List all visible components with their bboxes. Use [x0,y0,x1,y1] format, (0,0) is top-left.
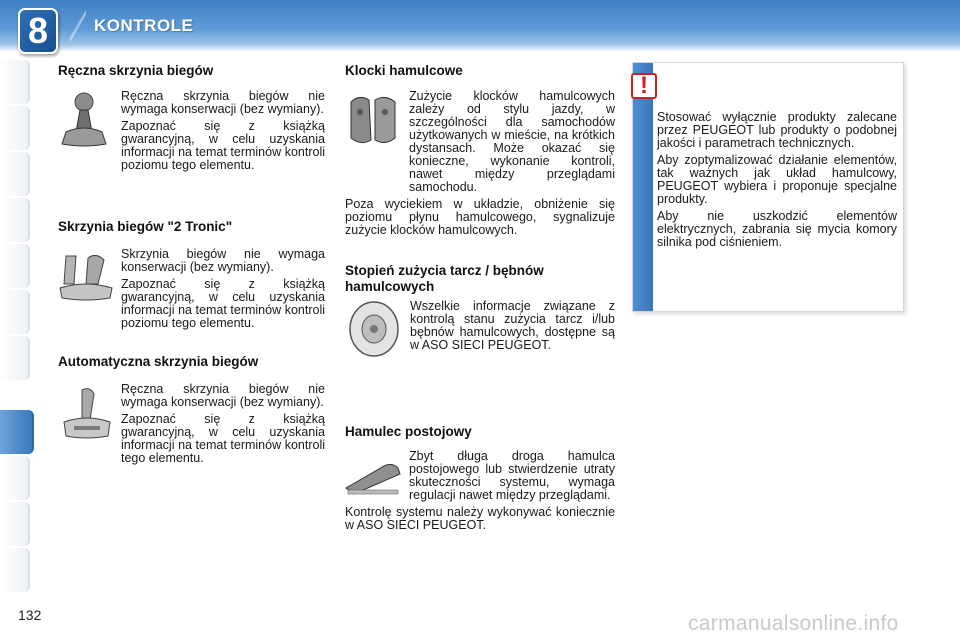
tronic-gearbox-heading: Skrzynia biegów "2 Tronic" [58,219,233,234]
tronic-gearbox-paragraph-1: Skrzynia biegów nie wymaga konserwacji (bez wymiany). [121,247,325,274]
warning-icon: ! [631,73,657,99]
disc-wear-heading: Stopień zużycia tarcz / bębnów hamulcowych [345,263,544,294]
chapter-tab-5[interactable] [0,244,30,288]
parking-brake-heading: Hamulec postojowy [345,424,472,439]
tronic-gearbox-paragraph-2: Zapoznać się z książką gwarancyjną, w celu uzyskania informacji na temat terminów kontroli poziomu tego elementu. [121,277,325,330]
chapter-tab-8-active[interactable] [0,410,34,454]
chapter-badge: 8 [18,8,58,54]
chapter-tab-4[interactable] [0,198,30,242]
chapter-tab-10[interactable] [0,502,30,546]
disc-wear-paragraph-1: Wszelkie informacje związane z kontrolą stanu zużycia tarcz i/lub bębnów hamulcowych, dostępne są w ASO SIECI PEUGEOT. [410,299,615,352]
brake-disc-icon [346,300,402,358]
chapter-tabs [0,60,34,580]
warning-paragraph-1: Stosować wyłącznie produkty zalecane przez PEUGEOT lub produkty o podobnej jakości i parametrach technicznych. [657,110,897,150]
parking-brake-paragraph-2: Kontrolę systemu należy wykonywać koniecznie w ASO SIECI PEUGEOT. [345,505,615,532]
manual-gearbox-paragraph-2: Zapoznać się z książką gwarancyjną, w celu uzyskania informacji na temat terminów kontroli poziomu tego elementu. [121,119,325,172]
manual-gearbox-paragraph-1: Ręczna skrzynia biegów nie wymaga konserwacji (bez wymiany). [121,89,325,116]
automatic-lever-icon [60,386,114,440]
tronic-lever-icon [58,250,114,302]
watermark: carmanualsonline.info [688,612,899,635]
chapter-tab-11[interactable] [0,548,30,592]
brake-pads-heading: Klocki hamulcowe [345,63,463,78]
warning-paragraph-3: Aby nie uszkodzić elementów elektrycznych, zabrania się mycia komory silnika pod ciśnieniem. [657,209,897,249]
brake-pads-paragraph-1: Zużycie klocków hamulcowych zależy od stylu jazdy, w szczególności dla samochodów użytkowanych w mieście, na krótkich dystansach. Może okazać się konieczne, wykonanie kontroli, nawet między przeglądami samochodu. [409,89,615,194]
parking-brake-text [345,450,615,536]
automatic-gearbox-paragraph-2: Zapoznać się z książką gwarancyjną, w celu uzyskania informacji na temat terminów kontroli tego elementu. [121,412,325,465]
warning-box [632,62,904,312]
chapter-tab-6[interactable] [0,290,30,334]
header-divider [70,0,86,52]
warning-text [657,111,897,253]
warning-paragraph-2: Aby zoptymalizować działanie elementów, tak ważnych jak układ hamulcowy, PEUGEOT wybiera i proponuje specjalne produkty. [657,153,897,206]
chapter-tab-1[interactable] [0,60,30,104]
manual-gearbox-text [121,90,325,176]
automatic-gearbox-paragraph-1: Ręczna skrzynia biegów nie wymaga konserwacji (bez wymiany). [121,382,325,409]
brake-pads-paragraph-2: Poza wyciekiem w układzie, obniżenie się poziomu płynu hamulcowego, sygnalizuje zużycie klocków hamulcowych. [345,197,615,237]
chapter-tab-2[interactable] [0,106,30,150]
automatic-gearbox-heading: Automatyczna skrzynia biegów [58,354,259,369]
disc-wear-text [410,300,615,356]
page-number: 132 [18,607,42,623]
chapter-tab-9[interactable] [0,456,30,500]
warning-stripe [633,63,653,311]
parking-brake-paragraph-1: Zbyt długa droga hamulca postojowego lub stwierdzenie utraty skuteczności systemu, wymaga regulacji nawet między przeglądami. [409,449,615,502]
chapter-tab-7[interactable] [0,336,30,380]
chapter-tab-3[interactable] [0,152,30,196]
automatic-gearbox-text [121,383,325,469]
page-title: KONTROLE [94,16,194,35]
tronic-gearbox-text [121,248,325,334]
gear-lever-icon [60,92,108,148]
brake-pads-text [345,90,615,241]
manual-gearbox-heading: Ręczna skrzynia biegów [58,63,214,78]
